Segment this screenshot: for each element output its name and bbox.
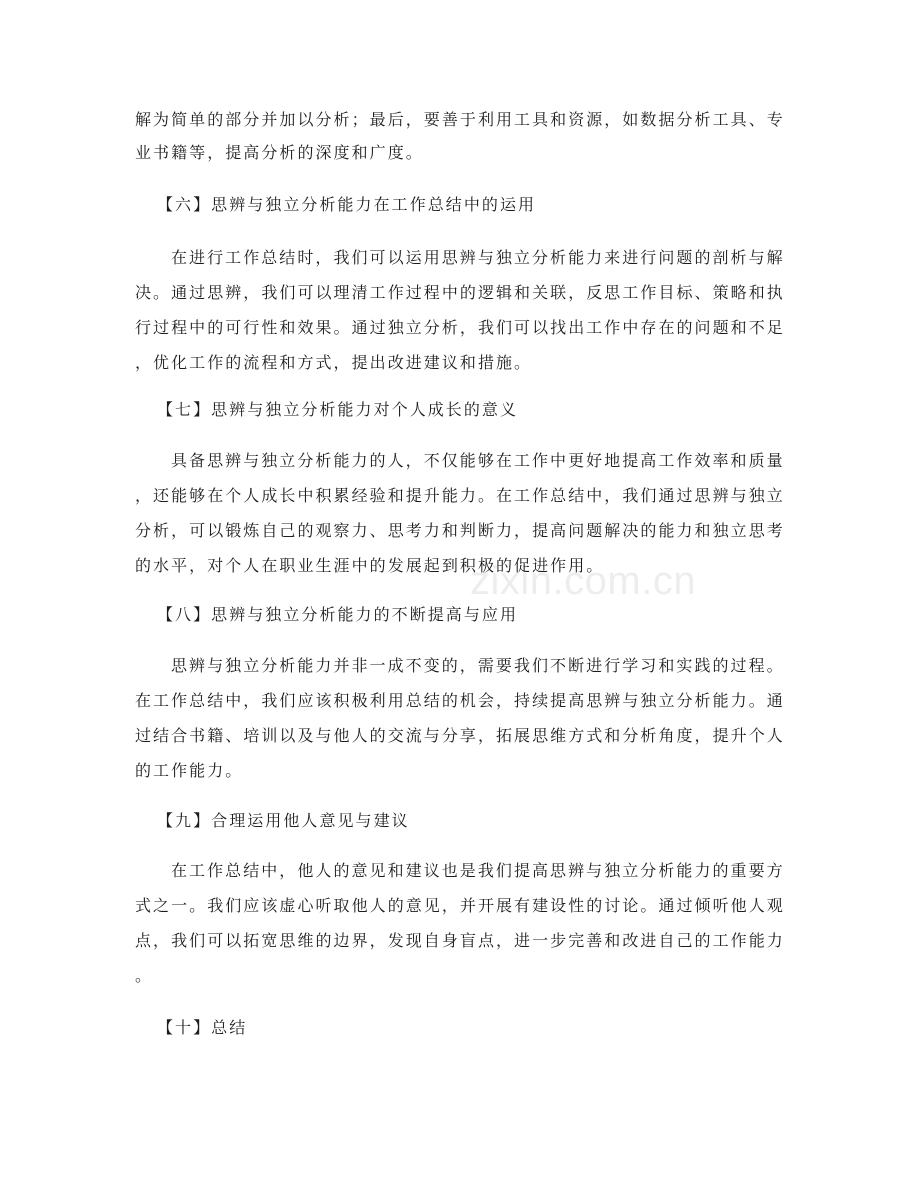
paragraph-line: 过结合书籍、培训以及与他人的交流与分享，拓展思维方式和分析角度，提升个人 (135, 726, 785, 745)
paragraph-line: 解为简单的部分并加以分析；最后，要善于利用工具和资源，如数据分析工具、专 (135, 110, 785, 129)
section-body-9 (135, 853, 795, 993)
paragraph-line: 具备思辨与独立分析能力的人，不仅能够在工作中更好地提高工作效率和质量 (171, 451, 785, 470)
paragraph-line: 的工作能力。 (135, 761, 244, 780)
section-heading-9: 【九】合理运用他人意见与建议 (157, 811, 410, 830)
intro-paragraph (135, 103, 795, 169)
section-heading-7: 【七】思辨与独立分析能力对个人成长的意义 (157, 400, 519, 419)
watermark: zixin.com.cn (470, 559, 697, 603)
paragraph-line: 在工作总结中，我们应该积极利用总结的机会，持续提高思辨与独立分析能力。通 (135, 691, 785, 710)
paragraph-line: 在进行工作总结时，我们可以运用思辨与独立分析能力来进行问题的剖析与解 (171, 248, 785, 267)
section-body-6 (135, 240, 795, 380)
paragraph-line: 的水平，对个人在职业生涯中的发展起到积极的促进作用。 (135, 556, 605, 575)
paragraph-line: 决。通过思辨，我们可以理清工作过程中的逻辑和关联，反思工作目标、策略和执 (135, 283, 785, 302)
paragraph-line: 行过程中的可行性和效果。通过独立分析，我们可以找出工作中存在的问题和不足 (135, 318, 785, 337)
paragraph-line: ，优化工作的流程和方式，提出改进建议和措施。 (135, 353, 533, 372)
paragraph-line: ，还能够在个人成长中积累经验和提升能力。在工作总结中，我们通过思辨与独立 (135, 486, 785, 505)
paragraph-line: 业书籍等，提高分析的深度和广度。 (135, 143, 424, 162)
section-heading-10: 【十】总结 (157, 1018, 248, 1037)
paragraph-line: 在工作总结中，他人的意见和建议也是我们提高思辨与独立分析能力的重要方 (171, 861, 785, 880)
paragraph-line: 。 (135, 966, 154, 985)
paragraph-line: 点，我们可以拓宽思维的边界，发现自身盲点，进一步完善和改进自己的工作能力 (135, 931, 785, 950)
section-body-8 (135, 648, 795, 788)
section-heading-6: 【六】思辨与独立分析能力在工作总结中的运用 (157, 195, 537, 214)
paragraph-line: 分析，可以锻炼自己的观察力、思考力和判断力，提高问题解决的能力和独立思考 (135, 521, 785, 540)
section-heading-8: 【八】思辨与独立分析能力的不断提高与应用 (157, 605, 519, 624)
paragraph-line: 思辨与独立分析能力并非一成不变的，需要我们不断进行学习和实践的过程。 (171, 656, 785, 675)
paragraph-line: 式之一。我们应该虚心听取他人的意见，并开展有建设性的讨论。通过倾听他人观 (135, 896, 785, 915)
section-body-7 (135, 443, 795, 583)
